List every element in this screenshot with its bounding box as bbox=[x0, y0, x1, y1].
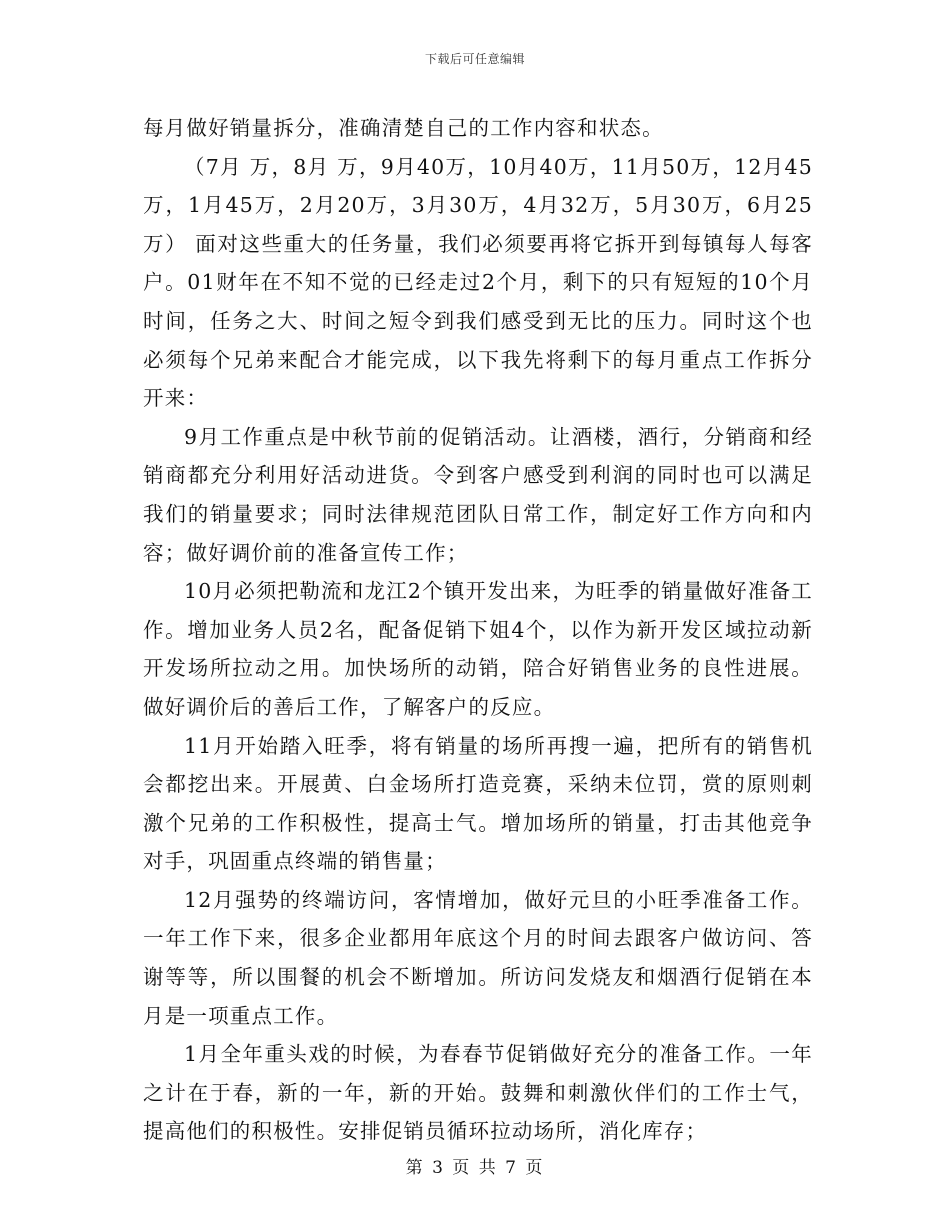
paragraph-1: 每月做好销量拆分，准确清楚自己的工作内容和状态。 bbox=[143, 116, 664, 140]
page-header: 下载后可任意编辑 bbox=[424, 52, 525, 66]
page-footer: 第 3 页 共 7 页 bbox=[405, 1158, 545, 1178]
document-body bbox=[143, 109, 813, 1151]
paragraph-4: 10月必须把勒流和龙江2个镇开发出来，为旺季的销量做好准备工作。增加业务人员2名，配备促销下姐4个，以作为新开发区域拉动新开发场所拉动之用。加快场所的动销，陪合好销售业务的良性进展。做好调价后的善后工作，了解客户的反应。 bbox=[143, 579, 813, 719]
paragraph-3: 9月工作重点是中秋节前的促销活动。让酒楼，酒行，分销商和经销商都充分利用好活动进货。令到客户感受到利润的同时也可以满足我们的销量要求；同时法律规范团队日常工作，制定好工作方向和内容；做好调价前的准备宣传工作； bbox=[143, 424, 813, 565]
paragraph-7: 1月全年重头戏的时候，为春春节促销做好充分的准备工作。一年之计在于春，新的一年，新的开始。鼓舞和刺激伙伴们的工作士气，提高他们的积极性。安排促销员循环拉动场所，消化库存； bbox=[143, 1042, 813, 1144]
paragraph-5: 11月开始踏入旺季，将有销量的场所再搜一遍，把所有的销售机会都挖出来。开展黄、白金场所打造竞赛，采纳未位罚，赏的原则刺激个兄弟的工作积极性，提高士气。增加场所的销量，打击其他竞争对手，巩固重点终端的销售量； bbox=[143, 733, 813, 874]
paragraph-6: 12月强势的终端访问，客情增加，做好元旦的小旺季准备工作。一年工作下来，很多企业都用年底这个月的时间去跟客户做访问、答谢等等，所以围餐的机会不断增加。所访问发烧友和烟酒行促销在本月是一项重点工作。 bbox=[143, 887, 813, 1028]
paragraph-2: （7月 万，8月 万，9月40万，10月40万，11月50万，12月45万，1月45万，2月20万，3月30万，4月32万，5月30万，6月25万） 面对这些重大的任务量，我们必须要再将它拆开到每镇每人每客户。01财年在不知不觉的已经走过2个月，剩下的只有短短的10个月时间，任务之大、时间之短令到我们感受到无比的压力。同时这个也必须每个兄弟来配合才能完成，以下我先将剩下的每月重点工作拆分开来： bbox=[143, 154, 813, 411]
